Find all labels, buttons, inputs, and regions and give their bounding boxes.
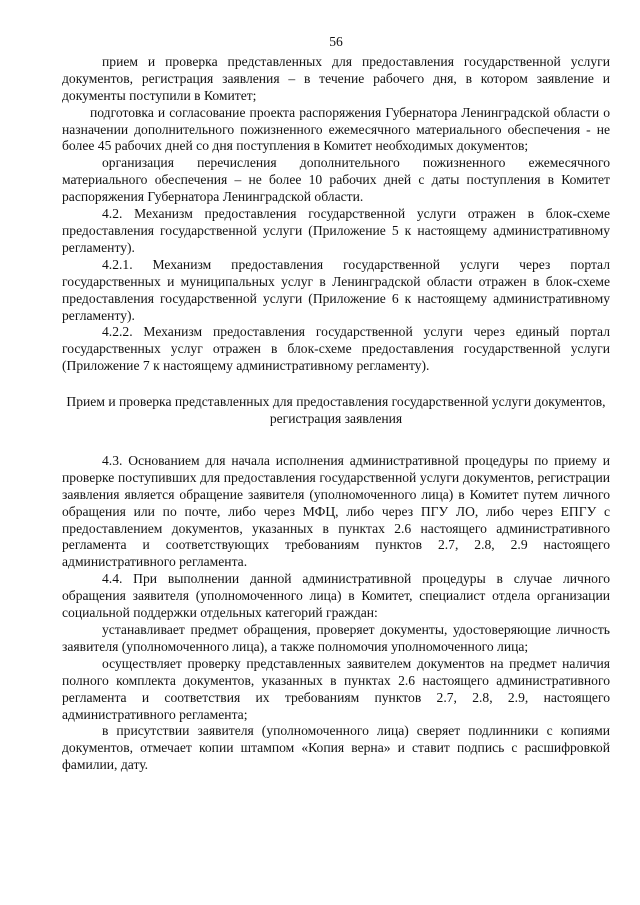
paragraph: прием и проверка представленных для предоставления государственной услуги документов, регистрация заявления – в течение рабочего дня, в котором заявление и документы поступили в Комитет; xyxy=(62,53,610,103)
paragraph: 4.2.1. Механизм предоставления государственной услуги через портал государственных и муниципальных услуг в Ленинградской области отражен в блок-схеме предоставления государственной услуги (Приложение 6 к настоящему административному регламенту). xyxy=(62,256,610,323)
paragraph: в присутствии заявителя (уполномоченного лица) сверяет подлинники с копиями документов, отмечает копии штампом «Копия верна» и ставит подпись с расшифровкой фамилии, дату. xyxy=(62,723,610,773)
page-number: 56 xyxy=(329,34,343,49)
paragraph: осуществляет проверку представленных заявителем документов на предмет наличия полного комплекта документов, указанных в пунктах 2.6 настоящего административного регламента и соответствия их требованиям пунктов 2.7, 2.8, 2.9, настоящего административного регламента; xyxy=(62,655,610,722)
paragraph: 4.2.2. Механизм предоставления государственной услуги через единый портал государственных услуг отражен в блок-схеме предоставления государственной услуги (Приложение 7 к настоящему административному регламенту). xyxy=(62,324,610,374)
paragraph: 4.3. Основанием для начала исполнения административной процедуры по приему и проверке поступивших для предоставления государственной услуги документов, регистрации заявления является обращение заявителя (уполномоченного лица) в Комитет путем личного обращения или по почте, либо через МФЦ, либо через ПГУ ЛО, либо через ЕПГУ с предоставлением документов, указанных в пунктах 2.6 настоящего административного регламента и соответствующих требованиям пунктов 2.7, 2.8, 2.9 настоящего административного регламента. xyxy=(62,452,610,570)
paragraph: подготовка и согласование проекта распоряжения Губернатора Ленинградской области о назначении дополнительного пожизненного ежемесячного материального обеспечения - не более 45 рабочих дней со дня поступления в Комитет необходимых документов; xyxy=(62,104,610,154)
document-page xyxy=(62,34,610,774)
paragraph: устанавливает предмет обращения, проверяет документы, удостоверяющие личность заявителя (уполномоченного лица), а также полномочия уполномоченного лица; xyxy=(62,622,610,654)
section-heading: Прием и проверка представленных для предоставления государственной услуги документов, регистрация заявления xyxy=(66,394,606,427)
paragraph: 4.2. Механизм предоставления государственной услуги отражен в блок-схеме предоставления государственной услуги (Приложение 5 к настоящему административному регламенту). xyxy=(62,206,610,255)
paragraph: 4.4. При выполнении данной административной процедуры в случае личного обращения заявителя (уполномоченного лица) в Комитет, специалист отдела организации социальной поддержки отдельных категорий граждан: xyxy=(62,571,610,621)
paragraph: организация перечисления дополнительного пожизненного ежемесячного материального обеспечения – не более 10 рабочих дней с даты поступления в Комитет распоряжения Губернатора Ленинградской области. xyxy=(62,155,610,205)
